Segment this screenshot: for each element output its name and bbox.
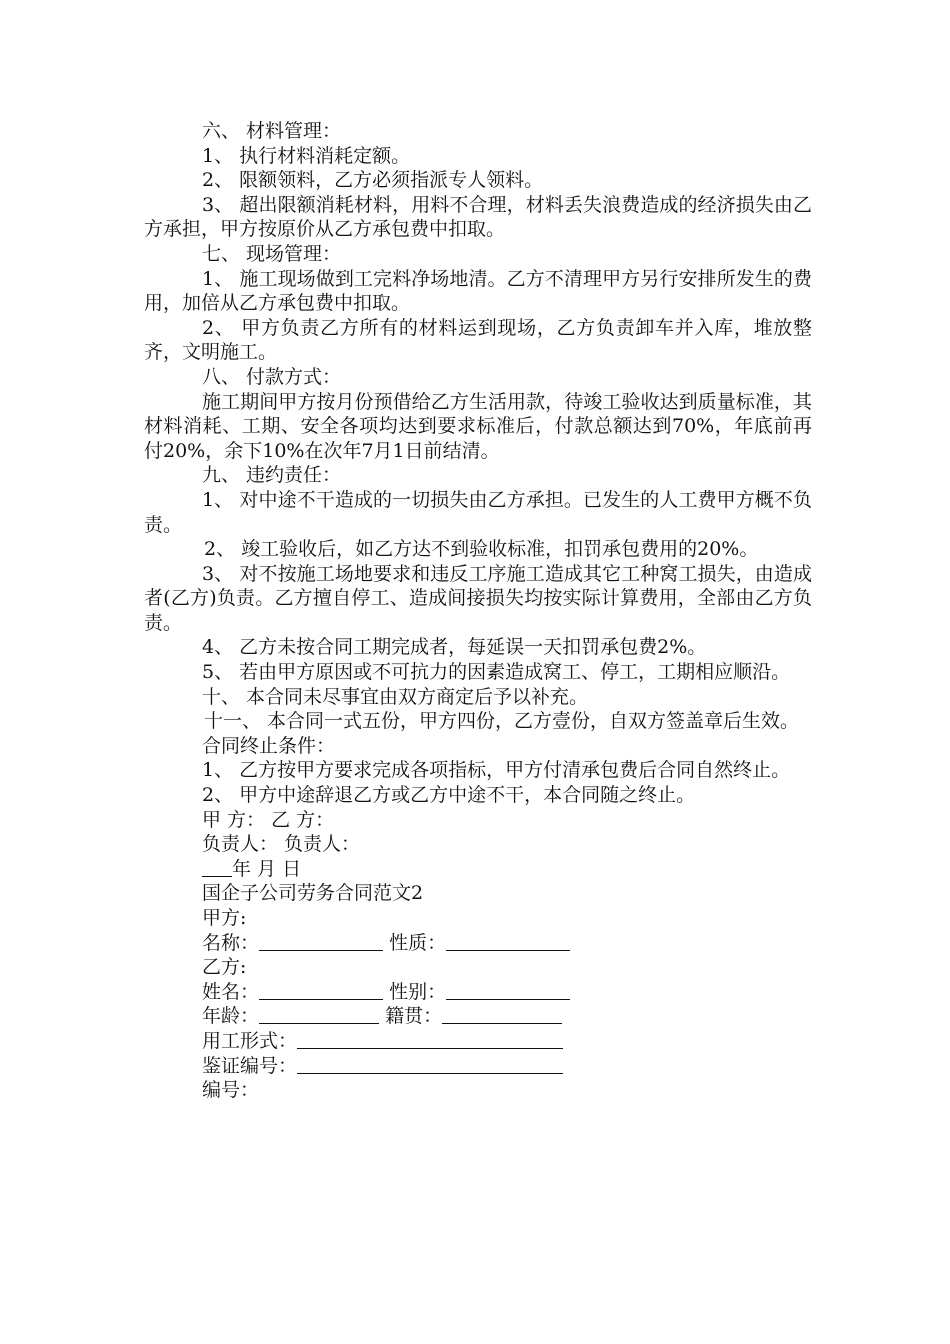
party-a-label: 甲方:	[202, 907, 247, 929]
xingming-blank	[259, 981, 383, 1000]
date-blank	[202, 858, 232, 877]
clause-6-1: 1、 执行材料消耗定额。	[202, 144, 411, 167]
employment-form-line	[144, 1029, 812, 1054]
responsible-line: 负责人： 负责人：	[202, 833, 361, 856]
parties-line: 甲 方： 乙 方：	[202, 808, 335, 831]
clause-7-1: 1、 施工现场做到工完料净场地清。乙方不清理甲方另行安排所发生的费用，加倍从乙方承包费中扣取。	[144, 267, 812, 315]
certification-number-line	[144, 1054, 812, 1079]
date-text: 年 月 日	[232, 857, 302, 880]
termination-2: 2、 甲方中途辞退乙方或乙方中途不干，本合同随之终止。	[202, 784, 696, 807]
clause-9-5: 5、 若由甲方原因或不可抗力的因素造成窝工、停工，工期相应顺沿。	[202, 661, 791, 684]
native-blank	[442, 1005, 562, 1024]
sex-blank	[446, 981, 570, 1000]
xingming-label: 姓名：	[202, 980, 260, 1003]
section-9-heading: 九、 违约责任：	[202, 464, 342, 487]
age-native-line	[144, 1004, 812, 1029]
section-8-heading: 八、 付款方式：	[202, 365, 342, 388]
clause-6-3: 3、 超出限额消耗材料，用料不合理，材料丢失浪费造成的经济损失由乙方承担，甲方按原价从乙方承包费中扣取。	[144, 193, 812, 241]
clause-9-1: 1、 对中途不干造成的一切损失由乙方承担。已发生的人工费甲方概不负责。	[144, 488, 812, 536]
certification-number-label: 鉴证编号：	[202, 1054, 298, 1077]
sex-label: 性别：	[389, 980, 447, 1003]
date-line	[144, 857, 812, 882]
employment-form-label: 用工形式：	[202, 1029, 298, 1052]
section-6-heading: 六、 材料管理：	[202, 120, 342, 142]
age-blank	[259, 1005, 379, 1024]
contract-2-title: 国企子公司劳务合同范文2	[202, 882, 424, 905]
nature-label: 性质：	[389, 931, 447, 954]
termination-1: 1、 乙方按甲方要求完成各项指标，甲方付清承包费后合同自然终止。	[202, 759, 791, 782]
age-label: 年龄：	[202, 1005, 260, 1028]
clause-6-2: 2、 限额领料，乙方必须指派专人领料。	[202, 169, 544, 192]
employment-form-blank	[297, 1030, 563, 1049]
section-10: 十、 本合同未尽事宜由双方商定后予以补充。	[202, 685, 589, 708]
section-7-heading: 七、 现场管理：	[202, 242, 342, 265]
clause-8-body: 施工期间甲方按月份预借给乙方生活用款，待竣工验收达到质量标准，其材料消耗、工期、安全各项均达到要求标准后，付款总额达到70%，年底前再付20%，余下10%在次年7月1日前结清。	[144, 390, 812, 462]
native-label: 籍贯：	[385, 1005, 443, 1028]
xingming-sex-line	[144, 980, 812, 1005]
number-line: 编号：	[202, 1079, 260, 1102]
name-nature-line	[144, 931, 812, 956]
clause-9-2: 2、 竣工验收后，如乙方达不到验收标准，扣罚承包费用的20%。	[204, 538, 759, 561]
certification-number-blank	[297, 1055, 563, 1074]
clause-9-3: 3、 对不按施工场地要求和违反工序施工造成其它工种窝工损失，由造成者(乙方)负责。乙方擅自停工、造成间接损失均按实际计算费用，全部由乙方负责。	[144, 562, 812, 634]
party-b-label: 乙方:	[202, 956, 247, 979]
name-blank	[259, 932, 383, 951]
nature-blank	[446, 932, 570, 951]
contract-document	[144, 119, 812, 1103]
clause-9-4: 4、 乙方未按合同工期完成者，每延误一天扣罚承包费2%。	[202, 636, 707, 659]
section-11: 十一、 本合同一式五份，甲方四份，乙方壹份，自双方签盖章后生效。	[204, 710, 800, 733]
clause-7-2: 2、 甲方负责乙方所有的材料运到现场，乙方负责卸车并入库，堆放整齐，文明施工。	[144, 316, 812, 364]
name-label: 名称：	[202, 931, 260, 954]
termination-heading: 合同终止条件：	[202, 734, 336, 757]
